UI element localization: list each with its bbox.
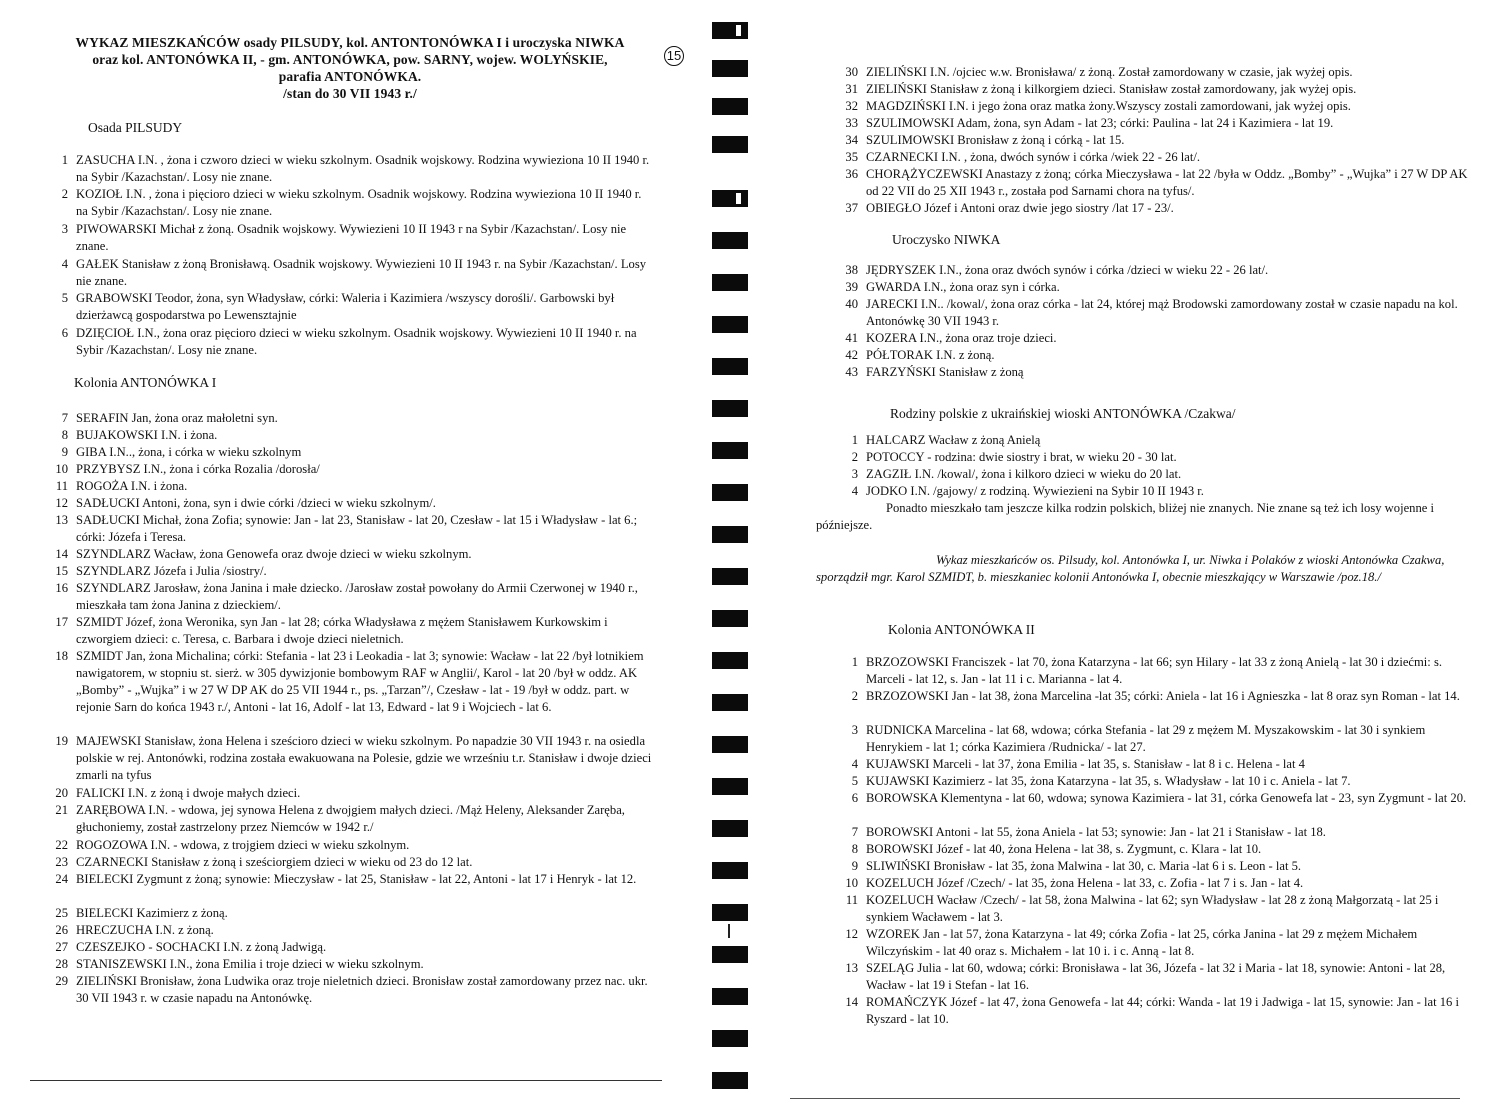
binding-ring: [712, 820, 748, 837]
list-item: 28 STANISZEWSKI I.N., żona Emilia i troje dzieci w wieku szkolnym.: [55, 957, 424, 971]
list-item: 5 KUJAWSKI Kazimierz - lat 35, żona Katarzyna - lat 35, s. Władysław - lat 10 i c. Aniela - lat 7.: [851, 774, 1351, 788]
binding-ring: [712, 694, 748, 711]
list-item: 10 KOZELUCH Józef /Czech/ - lat 35, żona Helena - lat 33, c. Zofia - lat 7 i s. Jan - lat 4.: [845, 876, 1304, 890]
list-item: 1 ZASUCHA I.N. , żona i czworo dzieci w wieku szkolnym. Osadnik wojskowy. Rodzina wywieziona 10 II 1940 r. na Sybir /Kazachstan/. Losy nie znane.: [61, 153, 650, 184]
section-heading-osada-pilsudy: Osada PILSUDY: [88, 120, 183, 135]
list-item: 23 CZARNECKI Stanisław z żoną i sześciorgiem dzieci w wieku od 23 do 12 lat.: [55, 855, 473, 869]
page-number-badge: 15: [664, 46, 684, 66]
list-item: 7 BOROWSKI Antoni - lat 55, żona Aniela - lat 53; synowie: Jan - lat 21 i Stanisław - lat 18.: [851, 825, 1326, 839]
binding-ring: [712, 526, 748, 543]
list-item: 1 BRZOZOWSKI Franciszek - lat 70, żona Katarzyna - lat 66; syn Hilary - lat 33 z żoną Anielą - lat 30 i dziećmi: s. Marceli - lat 12, s. Jan - lat 11 i c. Marianna - lat 4.: [851, 655, 1442, 686]
binding-ring: [712, 862, 748, 879]
binding-ring: [712, 136, 748, 153]
list-item: 17 SZMIDT Józef, żona Weronika, syn Jan - lat 28; córka Władysława z mężem Stanisławem Kurkowskim i czworgiem dzieci: c. Teresa, c. Barbara i dwoje dzieci nieletnich.: [55, 615, 608, 646]
list-item: 15 SZYNDLARZ Józefa i Julia /siostry/.: [55, 564, 267, 578]
note-unknown-families: Ponadto mieszkało tam jeszcze kilka rodzin polskich, bliżej nie znanych. Nie znane są też ich losy wojenne i późniejsze.: [816, 501, 1434, 532]
binding-ring: [712, 946, 748, 963]
binding-ring: [712, 22, 748, 39]
binding-ring: [712, 232, 748, 249]
list-item: 4 KUJAWSKI Marceli - lat 37, żona Emilia - lat 35, s. Stanisław - lat 8 i c. Helena - lat 4: [851, 757, 1305, 771]
binding-ring: [712, 400, 748, 417]
list-item: 31 ZIELIŃSKI Stanisław z żoną i kilkorgiem dzieci. Stanisław został zamordowany, jak wyżej opis.: [845, 82, 1357, 96]
list-item: 41 KOZERA I.N., żona oraz troje dzieci.: [845, 331, 1057, 345]
list-item: 8 BUJAKOWSKI I.N. i żona.: [61, 428, 218, 442]
list-item: 8 BOROWSKI Józef - lat 40, żona Helena - lat 38, s. Zygmunt, c. Klara - lat 10.: [851, 842, 1262, 856]
binding-ring: [712, 316, 748, 333]
list-item: 42 PÓŁTORAK I.N. z żoną.: [845, 348, 995, 362]
list-item: 3 RUDNICKA Marcelina - lat 68, wdowa; córka Stefania - lat 29 z mężem M. Myszakowskim - lat 30 i synkiem Henrykiem - lat 1; córka Kazimiera /Rudnicka/ - lat 27.: [851, 723, 1426, 754]
list-item: 18 SZMIDT Jan, żona Michalina; córki: Stefania - lat 23 i Leokadia - lat 3; synowie: Wacław - lat 22 /był lotnikiem nawigatorem, w stopniu st. sierż. w 305 dywizjonie bombowym RAF w Anglii/, Karol - lat 20 /był w oddz. AK „Bomby” - „Wujka” i w 27 W DP AK do 25 VII 1944 r., ps. „Tarzan”/, Czesław - lat - 19 /był w oddz. part. w rejonie Sarn do końca 1943 r./, Antoni - lat 16, Adolf - lat 13, Edward - lat 9 i Wojciech - lat 6.: [55, 649, 644, 714]
binding-ring: [712, 736, 748, 753]
list-item: 34 SZULIMOWSKI Bronisław z żoną i córką - lat 15.: [845, 133, 1125, 147]
list-item: 35 CZARNECKI I.N. , żona, dwóch synów i córka /wiek 22 - 26 lat/.: [845, 150, 1201, 164]
list-item: 22 ROGOZOWA I.N. - wdowa, z trojgiem dzieci w wieku szkolnym.: [55, 838, 410, 852]
section-heading-rodziny-polskie: Rodziny polskie z ukraińskiej wioski ANTONÓWKA /Czakwa/: [890, 406, 1236, 421]
note-compiled-by: Wykaz mieszkańców os. Pilsudy, kol. Antonówka I, ur. Niwka i Polaków z wioski Antonówka Czakwa, sporządził mgr. Karol SZMIDT, b. mieszkaniec kolonii Antonówka I, obecnie mieszkający w Warszawie /poz.18./: [816, 553, 1445, 584]
binding-ring: [712, 274, 748, 291]
binding-ring: [712, 778, 748, 795]
list-item: 32 MAGDZIŃSKI I.N. i jego żona oraz matka żony.Wszyscy zostali zamordowani, jak wyżej opis.: [845, 99, 1351, 113]
list-item: 14 ROMAŃCZYK Józef - lat 47, żona Genowefa - lat 44; córki: Wanda - lat 19 i Jadwiga - lat 15, synowie: Jan - lat 16 i Ryszard - lat 10.: [845, 995, 1459, 1026]
list-item: 11 ROGOŻA I.N. i żona.: [55, 479, 188, 493]
list-item: 4 GAŁEK Stanisław z żoną Bronisławą. Osadnik wojskowy. Wywiezieni 10 II 1943 r. na Sybir /Kazachstan/. Losy nie znane.: [61, 257, 647, 288]
binding-ring: [712, 904, 748, 921]
spiral-binding: [704, 0, 774, 1115]
list-item: 10 PRZYBYSZ I.N., żona i córka Rozalia /dorosła/: [55, 462, 320, 476]
binding-ring: [712, 484, 748, 501]
title-line-3: parafia ANTONÓWKA.: [278, 69, 422, 84]
list-item: 24 BIELECKI Zygmunt z żoną; synowie: Mieczysław - lat 25, Stanisław - lat 22, Antoni - lat 17 i Henryk - lat 12.: [55, 872, 637, 886]
bottom-rule-left: [30, 1080, 662, 1081]
list-item: 33 SZULIMOWSKI Adam, żona, syn Adam - lat 23; córki: Paulina - lat 24 i Kazimiera - lat 19.: [845, 116, 1334, 130]
list-item: 43 FARZYŃSKI Stanisław z żoną: [845, 365, 1024, 379]
list-item: 12 WZOREK Jan - lat 57, żona Katarzyna - lat 49; córka Zofia - lat 25, córka Janina - lat 29 z mężem Michałem Wilczyńskim - lat 40 oraz s. Michałem - lat 10 i. i c. Anną - lat 8.: [845, 927, 1418, 958]
document-title: [30, 34, 670, 102]
title-line-1: WYKAZ MIESZKAŃCÓW osady PILSUDY, kol. ANTONTONÓWKA I i uroczyska NIWKA: [75, 35, 625, 50]
list-item: 3 ZAGZIŁ I.N. /kowal/, żona i kilkoro dzieci w wieku do 20 lat.: [851, 467, 1182, 481]
list-item: 2 KOZIOŁ I.N. , żona i pięcioro dzieci w wieku szkolnym. Osadnik wojskowy. Rodzina wywieziona 10 II 1940 r. na Sybir /Kazachstan/. Losy nie znane.: [61, 187, 642, 218]
list-item: 19 MAJEWSKI Stanisław, żona Helena i sześcioro dzieci w wieku szkolnym. Po napadzie 30 VII 1943 r. na osiedla polskie w rej. Antonówki, rodzina została ewakuowana na Polesie, gdzie we wrześniu t.r. Stanisław i dwoje dzieci zmarli na tyfus: [55, 734, 652, 782]
bottom-rule-right: [790, 1098, 1460, 1099]
list-item: 7 SERAFIN Jan, żona oraz małoletni syn.: [61, 411, 278, 425]
list-item: 13 SZELĄG Julia - lat 60, wdowa; córki: Bronisława - lat 36, Józefa - lat 32 i Maria - lat 18, synowie: Antoni - lat 28, Wacław - lat 19 i Stefan - lat 16.: [845, 961, 1446, 992]
section-heading-antonowka-ii: Kolonia ANTONÓWKA II: [888, 622, 1035, 637]
list-item: 20 FALICKI I.N. z żoną i dwoje małych dzieci.: [55, 786, 301, 800]
binding-ring: [712, 568, 748, 585]
list-item: 9 SLIWIŃSKI Bronisław - lat 35, żona Malwina - lat 30, c. Maria -lat 6 i s. Leon - lat 5.: [851, 859, 1302, 873]
list-item: 39 GWARDA I.N., żona oraz syn i córka.: [845, 280, 1060, 294]
list-item: 26 HRECZUCHA I.N. z żoną.: [55, 923, 214, 937]
list-item: 2 POTOCCY - rodzina: dwie siostry i brat, w wieku 20 - 30 lat.: [851, 450, 1177, 464]
list-item: 9 GIBA I.N.., żona, i córka w wieku szkolnym: [61, 445, 302, 459]
binding-tick: [728, 924, 730, 938]
list-item: 38 JĘDRYSZEK I.N., żona oraz dwóch synów i córka /dzieci w wieku 22 - 26 lat/.: [845, 263, 1269, 277]
list-item: 30 ZIELIŃSKI I.N. /ojciec w.w. Bronisława/ z żoną. Został zamordowany w czasie, jak wyżej opis.: [845, 65, 1353, 79]
binding-ring: [712, 652, 748, 669]
list-item: 29 ZIELIŃSKI Bronisław, żona Ludwika oraz troje nieletnich dzieci. Bronisław został zamordowany przez nac. ukr. 30 VII 1943 r. w czasie napadu na Antonówkę.: [55, 974, 648, 1005]
list-item: 36 CHORĄŻYCZEWSKI Anastazy z żoną; córka Mieczysława - lat 22 /była w Oddz. „Bomby” - „Wujka” i 27 W DP AK od 22 VII do 25 XII 1943 r., została pod Sarnami chora na tyfus/.: [845, 167, 1468, 198]
list-item: 6 BOROWSKA Klementyna - lat 60, wdowa; synowa Kazimiera - lat 31, córka Genowefa lat - 23, syn Zygmunt - lat 20.: [851, 791, 1467, 805]
binding-ring: [712, 988, 748, 1005]
list-item: 3 PIWOWARSKI Michał z żoną. Osadnik wojskowy. Wywiezieni 10 II 1943 r na Sybir /Kazachstan/. Losy nie znane.: [61, 222, 627, 253]
binding-ring: [712, 610, 748, 627]
binding-ring: [712, 190, 748, 207]
list-item: 21 ZARĘBOWA I.N. - wdowa, jej synowa Helena z dwojgiem małych dzieci. /Mąż Heleny, Aleksander Zaręba, głuchoniemy, został zastrzelony przez Niemców w 1942 r./: [55, 803, 625, 834]
list-item: 11 KOZELUCH Wacław /Czech/ - lat 58, żona Malwina - lat 62; syn Władysław - lat 28 z żoną Małgorzatą - lat 25 i synkiem Wacławem - lat 3.: [845, 893, 1439, 924]
binding-ring: [712, 1072, 748, 1089]
list-item: 5 GRABOWSKI Teodor, żona, syn Władysław, córki: Waleria i Kazimiera /wszyscy dorośli/. Garbowski był dzierżawcą gospodarstwa po Lewensztajnie: [61, 291, 615, 322]
binding-ring: [712, 1030, 748, 1047]
list-item: 25 BIELECKI Kazimierz z żoną.: [55, 906, 228, 920]
list-item: 37 OBIEGŁO Józef i Antoni oraz dwie jego siostry /lat 17 - 23/.: [845, 201, 1174, 215]
title-line-2: oraz kol. ANTONÓWKA II, - gm. ANTONÓWKA, pow. SARNY, wojew. WOLYŃSKIE,: [92, 52, 608, 67]
section-heading-antonowka-i: Kolonia ANTONÓWKA I: [74, 375, 217, 390]
list-item: 27 CZESZEJKO - SOCHACKI I.N. z żoną Jadwigą.: [55, 940, 327, 954]
list-item: 14 SZYNDLARZ Wacław, żona Genowefa oraz dwoje dzieci w wieku szkolnym.: [55, 547, 472, 561]
list-item: 4 JODKO I.N. /gajowy/ z rodziną. Wywiezieni na Sybir 10 II 1943 r.: [851, 484, 1204, 498]
list-item: 40 JARECKI I.N.. /kowal/, żona oraz córka - lat 24, której mąż Brodowski zamordowany został w czasie napadu na kol. Antonówkę 30 VII 1943 r.: [845, 297, 1458, 328]
left-page: [0, 0, 690, 1115]
binding-ring: [712, 98, 748, 115]
title-line-4: /stan do 30 VII 1943 r./: [283, 86, 417, 101]
list-item: 1 HALCARZ Wacław z żoną Anielą: [851, 433, 1041, 447]
binding-ring: [712, 442, 748, 459]
list-item: 13 SADŁUCKI Michał, żona Zofia; synowie: Jan - lat 23, Stanisław - lat 20, Czesław - lat 15 i Władysław - lat 6.; córki: Józefa i Teresa.: [55, 513, 638, 544]
list-item: 6 DZIĘCIOŁ I.N., żona oraz pięcioro dzieci w wieku szkolnym. Osadnik wojskowy. Wywiezieni 10 II 1940 r. na Sybir /Kazachstan/. Losy nie znane.: [61, 326, 637, 357]
right-page: [780, 0, 1488, 1115]
list-item: 12 SADŁUCKI Antoni, żona, syn i dwie córki /dzieci w wieku szkolnym/.: [55, 496, 436, 510]
list-item: 2 BRZOZOWSKI Jan - lat 38, żona Marcelina -lat 35; córki: Aniela - lat 16 i Agnieszka - lat 8 oraz syn Roman - lat 14.: [851, 689, 1460, 703]
binding-ring: [712, 358, 748, 375]
section-heading-uroczysko-niwka: Uroczysko NIWKA: [892, 232, 1001, 247]
list-item: 16 SZYNDLARZ Jarosław, żona Janina i małe dziecko. /Jarosław został powołany do Armii Czerwonej w 1940 r., mieszkała tam żona Janina z dzieckiem/.: [55, 581, 638, 612]
binding-ring: [712, 60, 748, 77]
